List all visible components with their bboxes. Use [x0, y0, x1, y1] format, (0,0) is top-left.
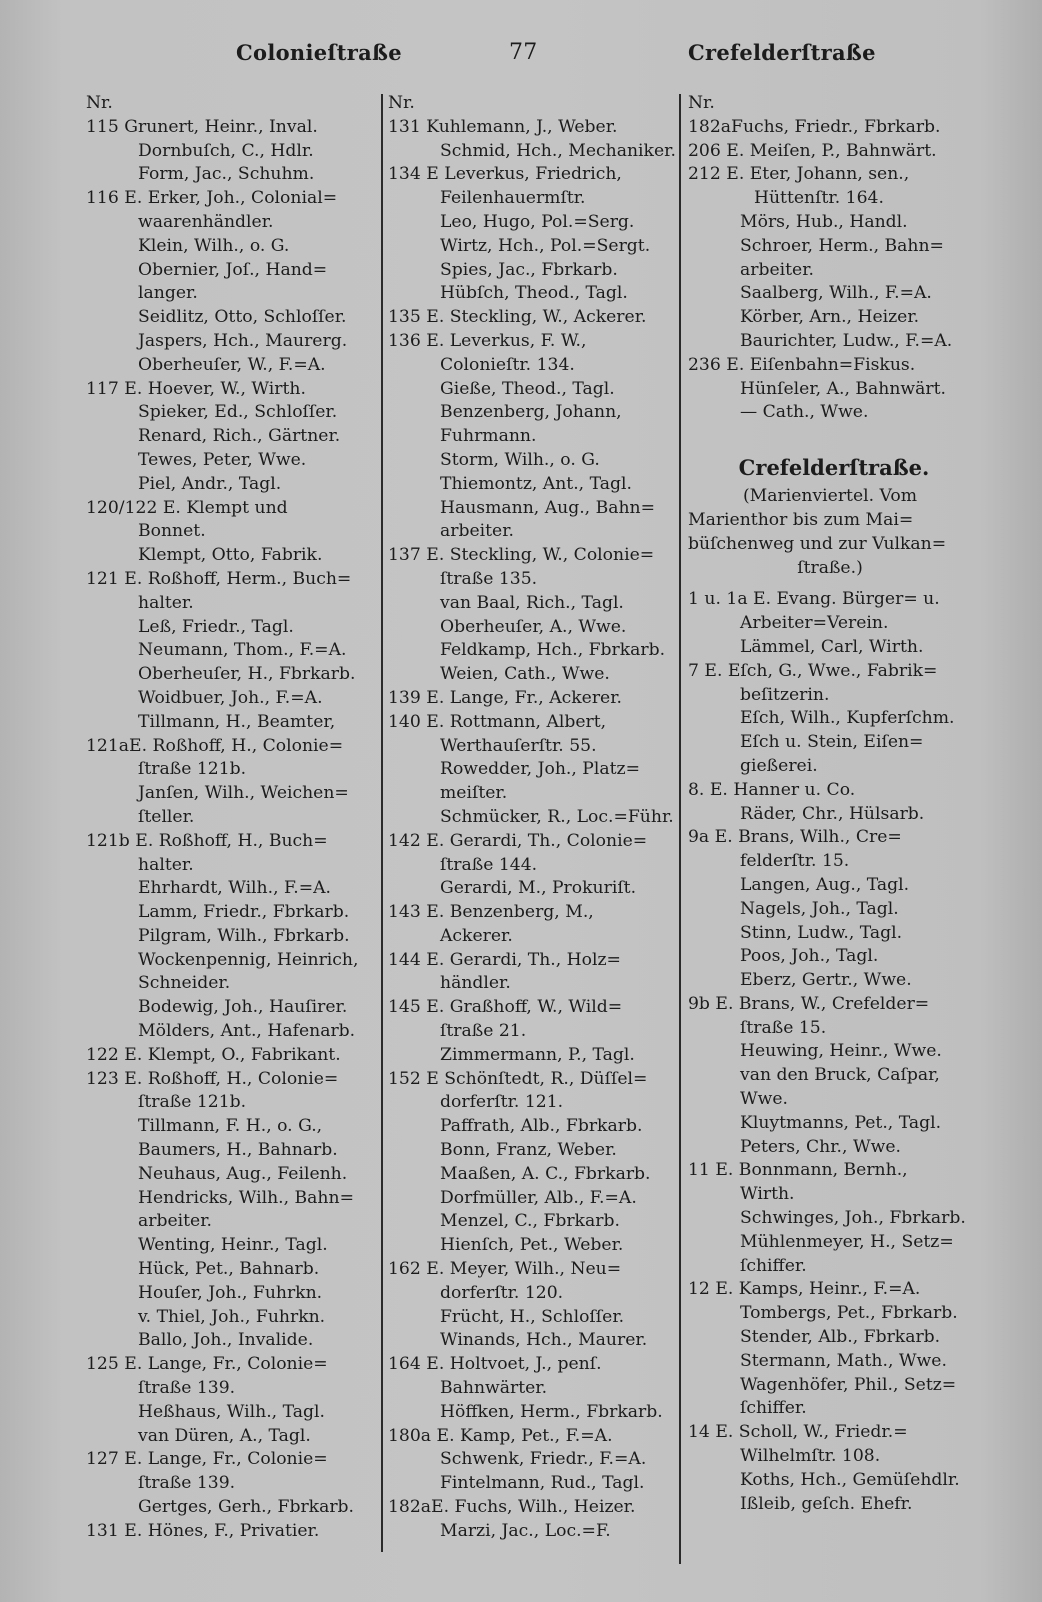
directory-entry-line: waarenhändler.	[138, 211, 274, 232]
directory-entry-line: Thiemontz, Ant., Tagl.	[440, 473, 632, 494]
directory-entry-line: Hausmann, Aug., Bahn=	[440, 497, 656, 518]
directory-entry-line: van Baal, Rich., Tagl.	[440, 592, 624, 613]
directory-entry-line: arbeiter.	[740, 259, 815, 280]
directory-entry-line: Menzel, C., Fbrkarb.	[440, 1211, 620, 1232]
directory-entry-line: Neuhaus, Aug., Feilenh.	[138, 1163, 348, 1184]
directory-entry-line: Schneider.	[138, 973, 231, 994]
directory-entry-line: Saalberg, Wilh., F.=A.	[740, 283, 932, 304]
directory-entry-line: — Cath., Wwe.	[740, 402, 869, 423]
directory-entry-line: Ballo, Joh., Invalide.	[138, 1330, 314, 1351]
directory-entry-line: 137 E. Steckling, W., Colonie=	[388, 545, 655, 566]
directory-entry-line: 162 E. Meyer, Wilh., Neu=	[388, 1259, 622, 1280]
directory-entry-line: 121aE. Roßhoff, H., Colonie=	[86, 735, 344, 756]
directory-entry-line: ſtraße 121b.	[138, 1092, 247, 1113]
directory-entry-line: Stermann, Math., Wwe.	[740, 1350, 947, 1371]
directory-entry-line: Tillmann, H., Beamter,	[138, 711, 336, 732]
directory-entry-line: Höffken, Herm., Fbrkarb.	[440, 1401, 663, 1422]
directory-entry-line: Janſen, Wilh., Weichen=	[138, 783, 349, 804]
directory-entry-line: 122 E. Klempt, O., Fabrikant.	[86, 1044, 341, 1065]
directory-entry-line: Fuhrmann.	[440, 426, 537, 447]
directory-entry-line: arbeiter.	[440, 521, 515, 542]
directory-entry-line: Wenting, Heinr., Tagl.	[138, 1235, 328, 1256]
directory-entry-line: Langen, Aug., Tagl.	[740, 874, 910, 895]
directory-entry-line: Paffrath, Alb., Fbrkarb.	[440, 1116, 643, 1137]
directory-entry-line: Oberheuſer, H., Fbrkarb.	[138, 664, 356, 685]
directory-entry-line: Feilenhauermſtr.	[440, 188, 586, 209]
directory-entry-line: 121b E. Roßhoff, H., Buch=	[86, 830, 328, 851]
directory-entry-line: 14 E. Scholl, W., Friedr.=	[688, 1422, 908, 1443]
directory-entry-line: 8. E. Hanner u. Co.	[688, 779, 856, 800]
running-head-right: Crefelderſtraße	[688, 40, 876, 65]
directory-entry-line: 7 E. Eſch, G., Wwe., Fabrik=	[688, 660, 938, 681]
directory-entry-line: Hübſch, Theod., Tagl.	[440, 283, 628, 304]
street-description	[688, 485, 980, 580]
directory-entry-line: 11 E. Bonnmann, Bernh.,	[688, 1160, 908, 1181]
directory-entry-line: Fintelmann, Rud., Tagl.	[440, 1473, 645, 1494]
directory-entry-line: Maaßen, A. C., Fbrkarb.	[440, 1163, 651, 1184]
street-description-line: Marienthor bis zum Mai=	[688, 509, 914, 530]
directory-entry-line: beſitzerin.	[740, 684, 830, 705]
directory-entry-line: Dorfmüller, Alb., F.=A.	[440, 1187, 637, 1208]
directory-entry-line: Spies, Jac., Fbrkarb.	[440, 259, 618, 280]
directory-entry-line: Werthauſerſtr. 55.	[440, 735, 597, 756]
directory-entry-line: Benzenberg, Johann,	[440, 402, 622, 423]
directory-entry-line: Hüttenſtr. 164.	[754, 188, 884, 209]
directory-entry-line: van Düren, A., Tagl.	[138, 1425, 311, 1446]
column-divider	[679, 94, 681, 1564]
directory-entry-line: Baurichter, Ludw., F.=A.	[740, 330, 953, 351]
directory-entry-line: Woidbuer, Joh., F.=A.	[138, 687, 323, 708]
directory-entry-line: 121 E. Roßhoff, Herm., Buch=	[86, 568, 352, 589]
directory-entry-line: Mühlenmeyer, H., Setz=	[740, 1231, 954, 1252]
directory-entry-line: 140 E. Rottmann, Albert,	[388, 711, 607, 732]
directory-entry-line: 152 E Schönſtedt, R., Düſſel=	[388, 1068, 648, 1089]
directory-entry-line: Kluytmanns, Pet., Tagl.	[740, 1112, 942, 1133]
directory-entry-line: Renard, Rich., Gärtner.	[138, 426, 341, 447]
directory-entry-line: 125 E. Lange, Fr., Colonie=	[86, 1354, 328, 1375]
directory-entry-line: ſtraße 144.	[440, 854, 538, 875]
directory-entry-line: 143 E. Benzenberg, M.,	[388, 902, 594, 923]
column-right-top-entries	[688, 92, 980, 425]
directory-entry-line: Bonn, Franz, Weber.	[440, 1140, 617, 1161]
directory-entry-line: Houſer, Joh., Fuhrkn.	[138, 1282, 323, 1303]
directory-entry-line: langer.	[138, 283, 198, 304]
directory-entry-line: Piel, Andr., Tagl.	[138, 473, 282, 494]
directory-entry-line: 212 E. Eter, Johann, sen.,	[688, 164, 910, 185]
directory-entry-line: Spieker, Ed., Schloſſer.	[138, 402, 338, 423]
directory-entry-line: 135 E. Steckling, W., Ackerer.	[388, 307, 647, 328]
spacer	[688, 580, 980, 588]
directory-entry-line: 123 E. Roßhoff, H., Colonie=	[86, 1068, 339, 1089]
directory-entry-line: 134 E Leverkus, Friedrich,	[388, 164, 622, 185]
directory-entry-line: händler.	[440, 973, 511, 994]
column-right-bottom-entries	[688, 588, 980, 1516]
column-left	[86, 92, 380, 1544]
directory-entry-line: 180a E. Kamp, Pet., F.=A.	[388, 1425, 613, 1446]
directory-entry-line: Zimmermann, P., Tagl.	[440, 1044, 635, 1065]
directory-entry-line: Mörs, Hub., Handl.	[740, 211, 908, 232]
directory-entry-line: halter.	[138, 592, 194, 613]
column-divider	[381, 94, 383, 1552]
directory-entry-line: Körber, Arn., Heizer.	[740, 307, 920, 328]
directory-entry-line: ſchiffer.	[740, 1398, 807, 1419]
directory-entry-line: Ackerer.	[440, 925, 513, 946]
directory-entry-line: Poos, Joh., Tagl.	[740, 946, 879, 967]
directory-entry-line: Tillmann, F. H., o. G.,	[138, 1116, 323, 1137]
directory-entry-line: Leß, Friedr., Tagl.	[138, 616, 294, 637]
directory-entry-line: Eſch u. Stein, Eiſen=	[740, 732, 924, 753]
directory-entry-line: arbeiter.	[138, 1211, 213, 1232]
street-description-line: büſchenweg und zur Vulkan=	[688, 533, 947, 554]
directory-entry-line: 116 E. Erker, Joh., Colonial=	[86, 188, 338, 209]
directory-entry-line: Bonnet.	[138, 521, 206, 542]
directory-entry-line: Rowedder, Joh., Platz=	[440, 759, 640, 780]
directory-entry-line: halter.	[138, 854, 194, 875]
directory-entry-line: Wockenpennig, Heinrich,	[138, 949, 359, 970]
directory-entry-line: 127 E. Lange, Fr., Colonie=	[86, 1449, 328, 1470]
directory-entry-line: Winands, Hch., Maurer.	[440, 1330, 648, 1351]
directory-entry-line: Koths, Hch., Gemüſehdlr.	[740, 1469, 960, 1490]
directory-entry-line: Nr.	[86, 93, 113, 113]
directory-entry-line: Eſch, Wilh., Kupferſchm.	[740, 708, 955, 729]
street-description-line: (Marienviertel. Vom	[742, 486, 918, 507]
directory-entry-line: Schwenk, Friedr., F.=A.	[440, 1449, 647, 1470]
running-head-left: Colonieſtraße	[236, 40, 402, 65]
directory-entry-line: Mölders, Ant., Hafenarb.	[138, 1021, 356, 1042]
directory-entry-line: Hünſeler, A., Bahnwärt.	[740, 378, 946, 399]
directory-entry-line: Oberheuſer, A., Wwe.	[440, 616, 627, 637]
directory-entry-line: dorferſtr. 120.	[440, 1282, 564, 1303]
directory-entry-line: Seidlitz, Otto, Schloſſer.	[138, 307, 347, 328]
directory-entry-line: Nagels, Joh., Tagl.	[740, 898, 899, 919]
directory-entry-line: Ißleib, geſch. Ehefr.	[740, 1493, 913, 1514]
directory-entry-line: Frücht, H., Schloſſer.	[440, 1306, 625, 1327]
directory-entry-line: 164 E. Holtvoet, J., penſ.	[388, 1354, 602, 1375]
directory-entry-line: Heßhaus, Wilh., Tagl.	[138, 1401, 325, 1422]
directory-entry-line: 144 E. Gerardi, Th., Holz=	[388, 949, 621, 970]
directory-entry-line: ſtraße 139.	[138, 1473, 236, 1494]
directory-entry-line: dorferſtr. 121.	[440, 1092, 564, 1113]
directory-entry-line: Leo, Hugo, Pol.=Serg.	[440, 211, 635, 232]
directory-entry-line: Bodewig, Joh., Hauſirer.	[138, 997, 348, 1018]
directory-entry-line: Räder, Chr., Hülsarb.	[740, 803, 925, 824]
directory-entry-line: v. Thiel, Joh., Fuhrkn.	[138, 1306, 326, 1327]
directory-entry-line: Wagenhöfer, Phil., Setz=	[740, 1374, 957, 1395]
directory-entry-line: Stender, Alb., Fbrkarb.	[740, 1327, 941, 1348]
directory-entry-line: Hienſch, Pet., Weber.	[440, 1235, 624, 1256]
directory-entry-line: Storm, Wilh., o. G.	[440, 449, 600, 470]
directory-entry-line: 117 E. Hoever, W., Wirth.	[86, 378, 306, 399]
directory-entry-line: 131 Kuhlemann, J., Weber.	[388, 116, 618, 137]
directory-entry-line: Wwe.	[740, 1089, 789, 1110]
directory-entry-line: Jaspers, Hch., Maurerg.	[138, 330, 348, 351]
directory-entry-line: 142 E. Gerardi, Th., Colonie=	[388, 830, 648, 851]
directory-entry-line: 9a E. Brans, Wilh., Cre=	[688, 827, 902, 848]
directory-entry-line: Pilgram, Wilh., Fbrkarb.	[138, 925, 350, 946]
directory-entry-line: Heuwing, Heinr., Wwe.	[740, 1041, 942, 1062]
directory-entry-line: Dornbuſch, C., Hdlr.	[138, 140, 314, 161]
directory-entry-line: Nr.	[388, 93, 415, 113]
directory-entry-line: Baumers, H., Bahnarb.	[138, 1140, 338, 1161]
directory-entry-line: ſteller.	[138, 806, 195, 827]
directory-entry-line: Bahnwärter.	[440, 1378, 548, 1399]
directory-entry-line: Feldkamp, Hch., Fbrkarb.	[440, 640, 666, 661]
directory-entry-line: gießerei.	[740, 755, 818, 776]
column-middle	[388, 92, 674, 1544]
directory-entry-line: ſtraße 139.	[138, 1378, 236, 1399]
directory-entry-line: Gertges, Gerh., Fbrkarb.	[138, 1497, 355, 1518]
directory-entry-line: van den Bruck, Caſpar,	[740, 1065, 940, 1086]
directory-entry-line: Oberheuſer, W., F.=A.	[138, 354, 326, 375]
directory-entry-line: 139 E. Lange, Fr., Ackerer.	[388, 687, 623, 708]
directory-entry-line: Wilhelmſtr. 108.	[740, 1446, 881, 1467]
directory-entry-line: 206 E. Meiſen, P., Bahnwärt.	[688, 140, 937, 161]
directory-entry-line: 145 E. Graßhoff, W., Wild=	[388, 997, 623, 1018]
directory-entry-line: felderſtr. 15.	[740, 851, 850, 872]
directory-entry-line: 236 E. Eiſenbahn=Fiskus.	[688, 354, 916, 375]
directory-entry-line: 182aFuchs, Friedr., Fbrkarb.	[688, 116, 941, 137]
directory-entry-line: Peters, Chr., Wwe.	[740, 1136, 901, 1157]
directory-entry-line: ſchiffer.	[740, 1255, 807, 1276]
page-number: 77	[509, 40, 538, 65]
directory-entry-line: meiſter.	[440, 783, 508, 804]
directory-entry-line: 12 E. Kamps, Heinr., F.=A.	[688, 1279, 921, 1300]
directory-entry-line: Weien, Cath., Wwe.	[440, 664, 610, 685]
directory-entry-line: Wirtz, Hch., Pol.=Sergt.	[440, 235, 651, 256]
directory-entry-line: Schwinges, Joh., Fbrkarb.	[740, 1208, 966, 1229]
directory-entry-line: ſtraße 121b.	[138, 759, 247, 780]
directory-entry-line: Klempt, Otto, Fabrik.	[138, 545, 323, 566]
directory-entry-line: 136 E. Leverkus, F. W.,	[388, 330, 587, 351]
directory-entry-line: Ehrhardt, Wilh., F.=A.	[138, 878, 332, 899]
directory-entry-line: Neumann, Thom., F.=A.	[138, 640, 347, 661]
directory-entry-line: 120/122 E. Klempt und	[86, 497, 288, 518]
street-description-line: ſtraße.)	[797, 557, 863, 578]
directory-entry-line: Obernier, Joſ., Hand=	[138, 259, 328, 280]
directory-entry-line: Lamm, Friedr., Fbrkarb.	[138, 902, 350, 923]
street-heading: Crefelderſtraße.	[738, 455, 930, 481]
directory-entry-line: Nr.	[688, 93, 715, 113]
directory-entry-line: Form, Jac., Schuhm.	[138, 164, 315, 185]
directory-entry-line: Lämmel, Carl, Wirth.	[740, 636, 924, 657]
directory-entry-line: ſtraße 21.	[440, 1021, 527, 1042]
directory-entry-line: Gieße, Theod., Tagl.	[440, 378, 615, 399]
directory-entry-line: Schmid, Hch., Mechaniker.	[440, 140, 676, 161]
directory-entry-line: Wirth.	[740, 1184, 795, 1205]
directory-entry-line: Klein, Wilh., o. G.	[138, 235, 290, 256]
directory-entry-line: 9b E. Brans, W., Crefelder=	[688, 993, 930, 1014]
column-right	[688, 92, 980, 1516]
directory-entry-line: Arbeiter=Verein.	[740, 613, 889, 634]
directory-entry-line: 131 E. Hönes, F., Privatier.	[86, 1520, 320, 1541]
directory-entry-line: Tewes, Peter, Wwe.	[138, 449, 307, 470]
directory-entry-line: Hück, Pet., Bahnarb.	[138, 1259, 320, 1280]
directory-entry-line: ſtraße 15.	[740, 1017, 827, 1038]
directory-entry-line: Marzi, Jac., Loc.=F.	[440, 1520, 611, 1541]
directory-entry-line: Schmücker, R., Loc.=Führ.	[440, 806, 674, 827]
directory-entry-line: Colonieſtr. 134.	[440, 354, 575, 375]
directory-entry-line: Hendricks, Wilh., Bahn=	[138, 1187, 354, 1208]
directory-entry-line: Gerardi, M., Prokuriſt.	[440, 878, 637, 899]
directory-entry-line: Tombergs, Pet., Fbrkarb.	[740, 1303, 958, 1324]
directory-entry-line: ſtraße 135.	[440, 568, 538, 589]
directory-entry-line: Stinn, Ludw., Tagl.	[740, 922, 903, 943]
directory-entry-line: 115 Grunert, Heinr., Inval.	[86, 116, 318, 137]
directory-entry-line: 1 u. 1a E. Evang. Bürger= u.	[688, 589, 940, 610]
directory-entry-line: 182aE. Fuchs, Wilh., Heizer.	[388, 1497, 636, 1518]
directory-entry-line: Schroer, Herm., Bahn=	[740, 235, 944, 256]
directory-entry-line: Eberz, Gertr., Wwe.	[740, 970, 912, 991]
